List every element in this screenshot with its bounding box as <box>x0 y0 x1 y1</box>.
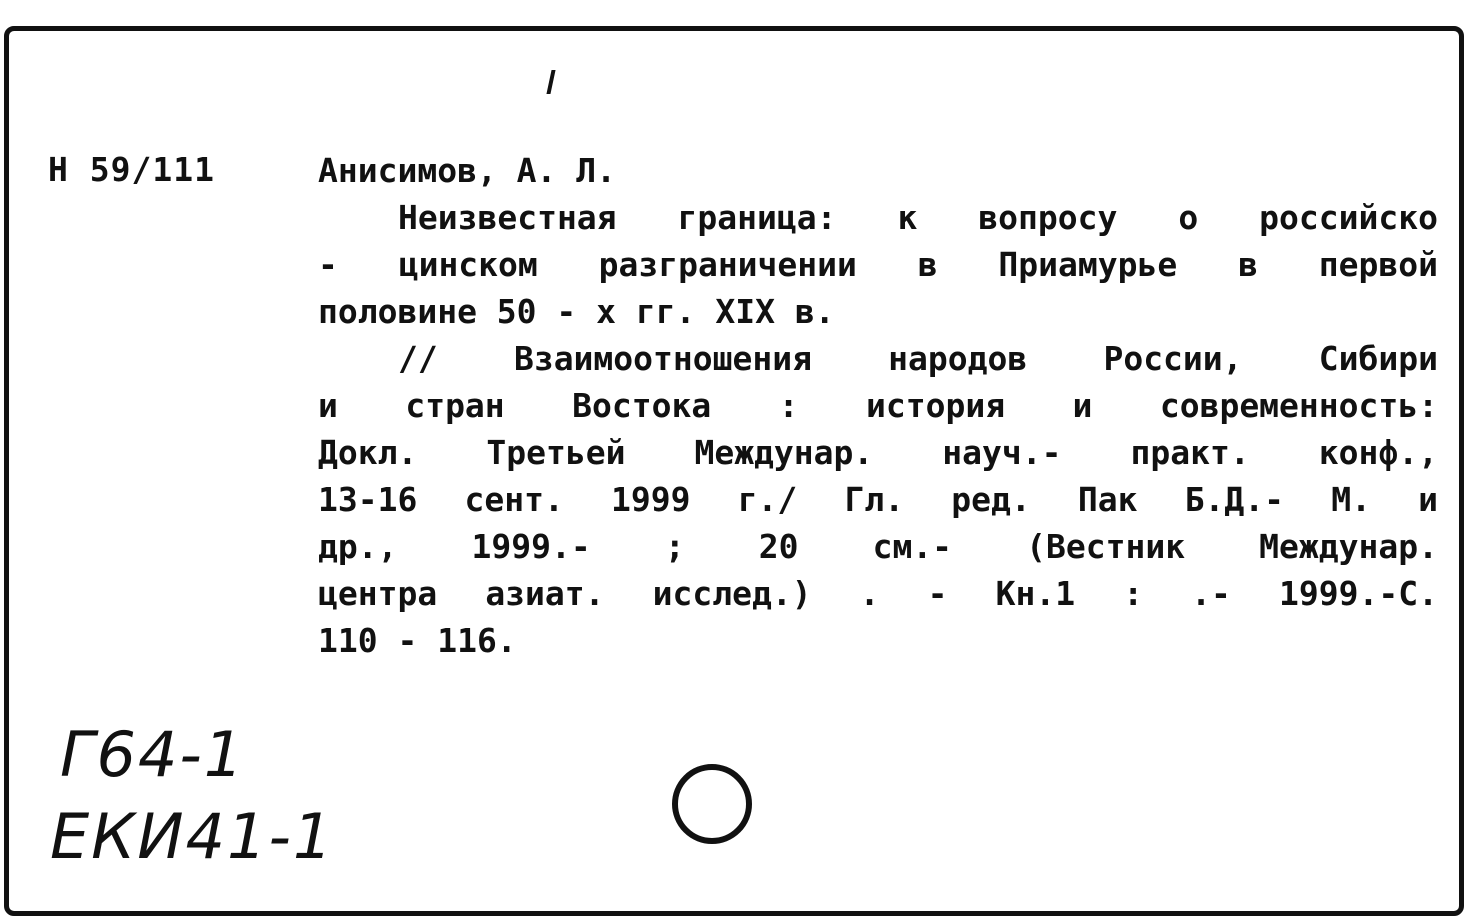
word: разграничении <box>598 245 857 284</box>
source-line <box>318 429 1438 476</box>
word: г./ <box>737 480 798 519</box>
word: Междунар. <box>1259 527 1438 566</box>
source-line: 110 - 116. <box>318 621 517 660</box>
author: Анисимов, А. Л. <box>318 151 617 190</box>
word: и <box>1072 386 1093 425</box>
handwritten-code: ЕКИ41-1 <box>50 800 335 873</box>
word: конф., <box>1318 433 1438 472</box>
bibliographic-entry <box>318 147 1438 664</box>
shelf-mark: Н 59/111 <box>48 150 215 189</box>
word: Гл. <box>844 480 905 519</box>
word: 1999.-С. <box>1279 574 1438 613</box>
source-line <box>318 570 1438 617</box>
word: России, <box>1103 339 1243 378</box>
word: Кн.1 <box>995 574 1076 613</box>
word: : <box>1123 574 1144 613</box>
word: народов <box>888 339 1028 378</box>
word: азиат. <box>485 574 605 613</box>
word: и <box>1418 480 1438 519</box>
word: Пак <box>1077 480 1138 519</box>
word: М. <box>1331 480 1371 519</box>
word: 13-16 <box>318 480 418 519</box>
title-line: половине 50 - х гг. XIX в. <box>318 292 835 331</box>
word: к <box>897 198 918 237</box>
word: .- <box>1191 574 1231 613</box>
word: сент. <box>464 480 564 519</box>
word: о <box>1178 198 1199 237</box>
card-hole <box>672 764 752 844</box>
word: 1999 <box>611 480 691 519</box>
word: стран <box>405 386 505 425</box>
word: - <box>318 245 338 284</box>
word: Взаимоотношения <box>513 339 812 378</box>
word: в <box>1238 245 1258 284</box>
word: науч.- <box>942 433 1062 472</box>
word: Востока <box>572 386 712 425</box>
source-line <box>318 382 1438 429</box>
handwritten-code: Г64-1 <box>60 718 246 791</box>
title-line <box>318 241 1438 288</box>
word: др., <box>318 527 398 566</box>
word: исслед.) <box>652 574 812 613</box>
word: . <box>859 574 880 613</box>
word: Докл. <box>318 433 418 472</box>
word: история <box>865 386 1006 425</box>
word: (Вестник <box>1026 527 1186 566</box>
word: ; <box>664 527 685 566</box>
word: Третьей <box>486 433 626 472</box>
word: вопросу <box>978 198 1118 237</box>
word: первой <box>1318 245 1438 284</box>
word: современность: <box>1159 386 1438 425</box>
word: Сибири <box>1318 339 1438 378</box>
word: // <box>398 339 438 378</box>
word: цинском <box>398 245 538 284</box>
word: центра <box>318 574 438 613</box>
word: в <box>917 245 938 284</box>
source-line <box>318 335 1438 382</box>
title-line <box>318 194 1438 241</box>
word: ред. <box>951 480 1031 519</box>
word: граница: <box>677 198 837 237</box>
word: Междунар. <box>694 433 874 472</box>
word: Неизвестная <box>398 198 617 237</box>
word: практ. <box>1130 433 1250 472</box>
word: : <box>778 386 799 425</box>
word: Б.Д.- <box>1184 480 1285 519</box>
source-line <box>318 476 1438 523</box>
word: - <box>927 574 948 613</box>
word: 1999.- <box>471 527 591 566</box>
word: 20 <box>758 527 799 566</box>
word: см.- <box>872 527 953 566</box>
source-line <box>318 523 1438 570</box>
word: российско <box>1259 198 1438 237</box>
word: Приамурье <box>998 245 1178 284</box>
word: и <box>318 386 338 425</box>
